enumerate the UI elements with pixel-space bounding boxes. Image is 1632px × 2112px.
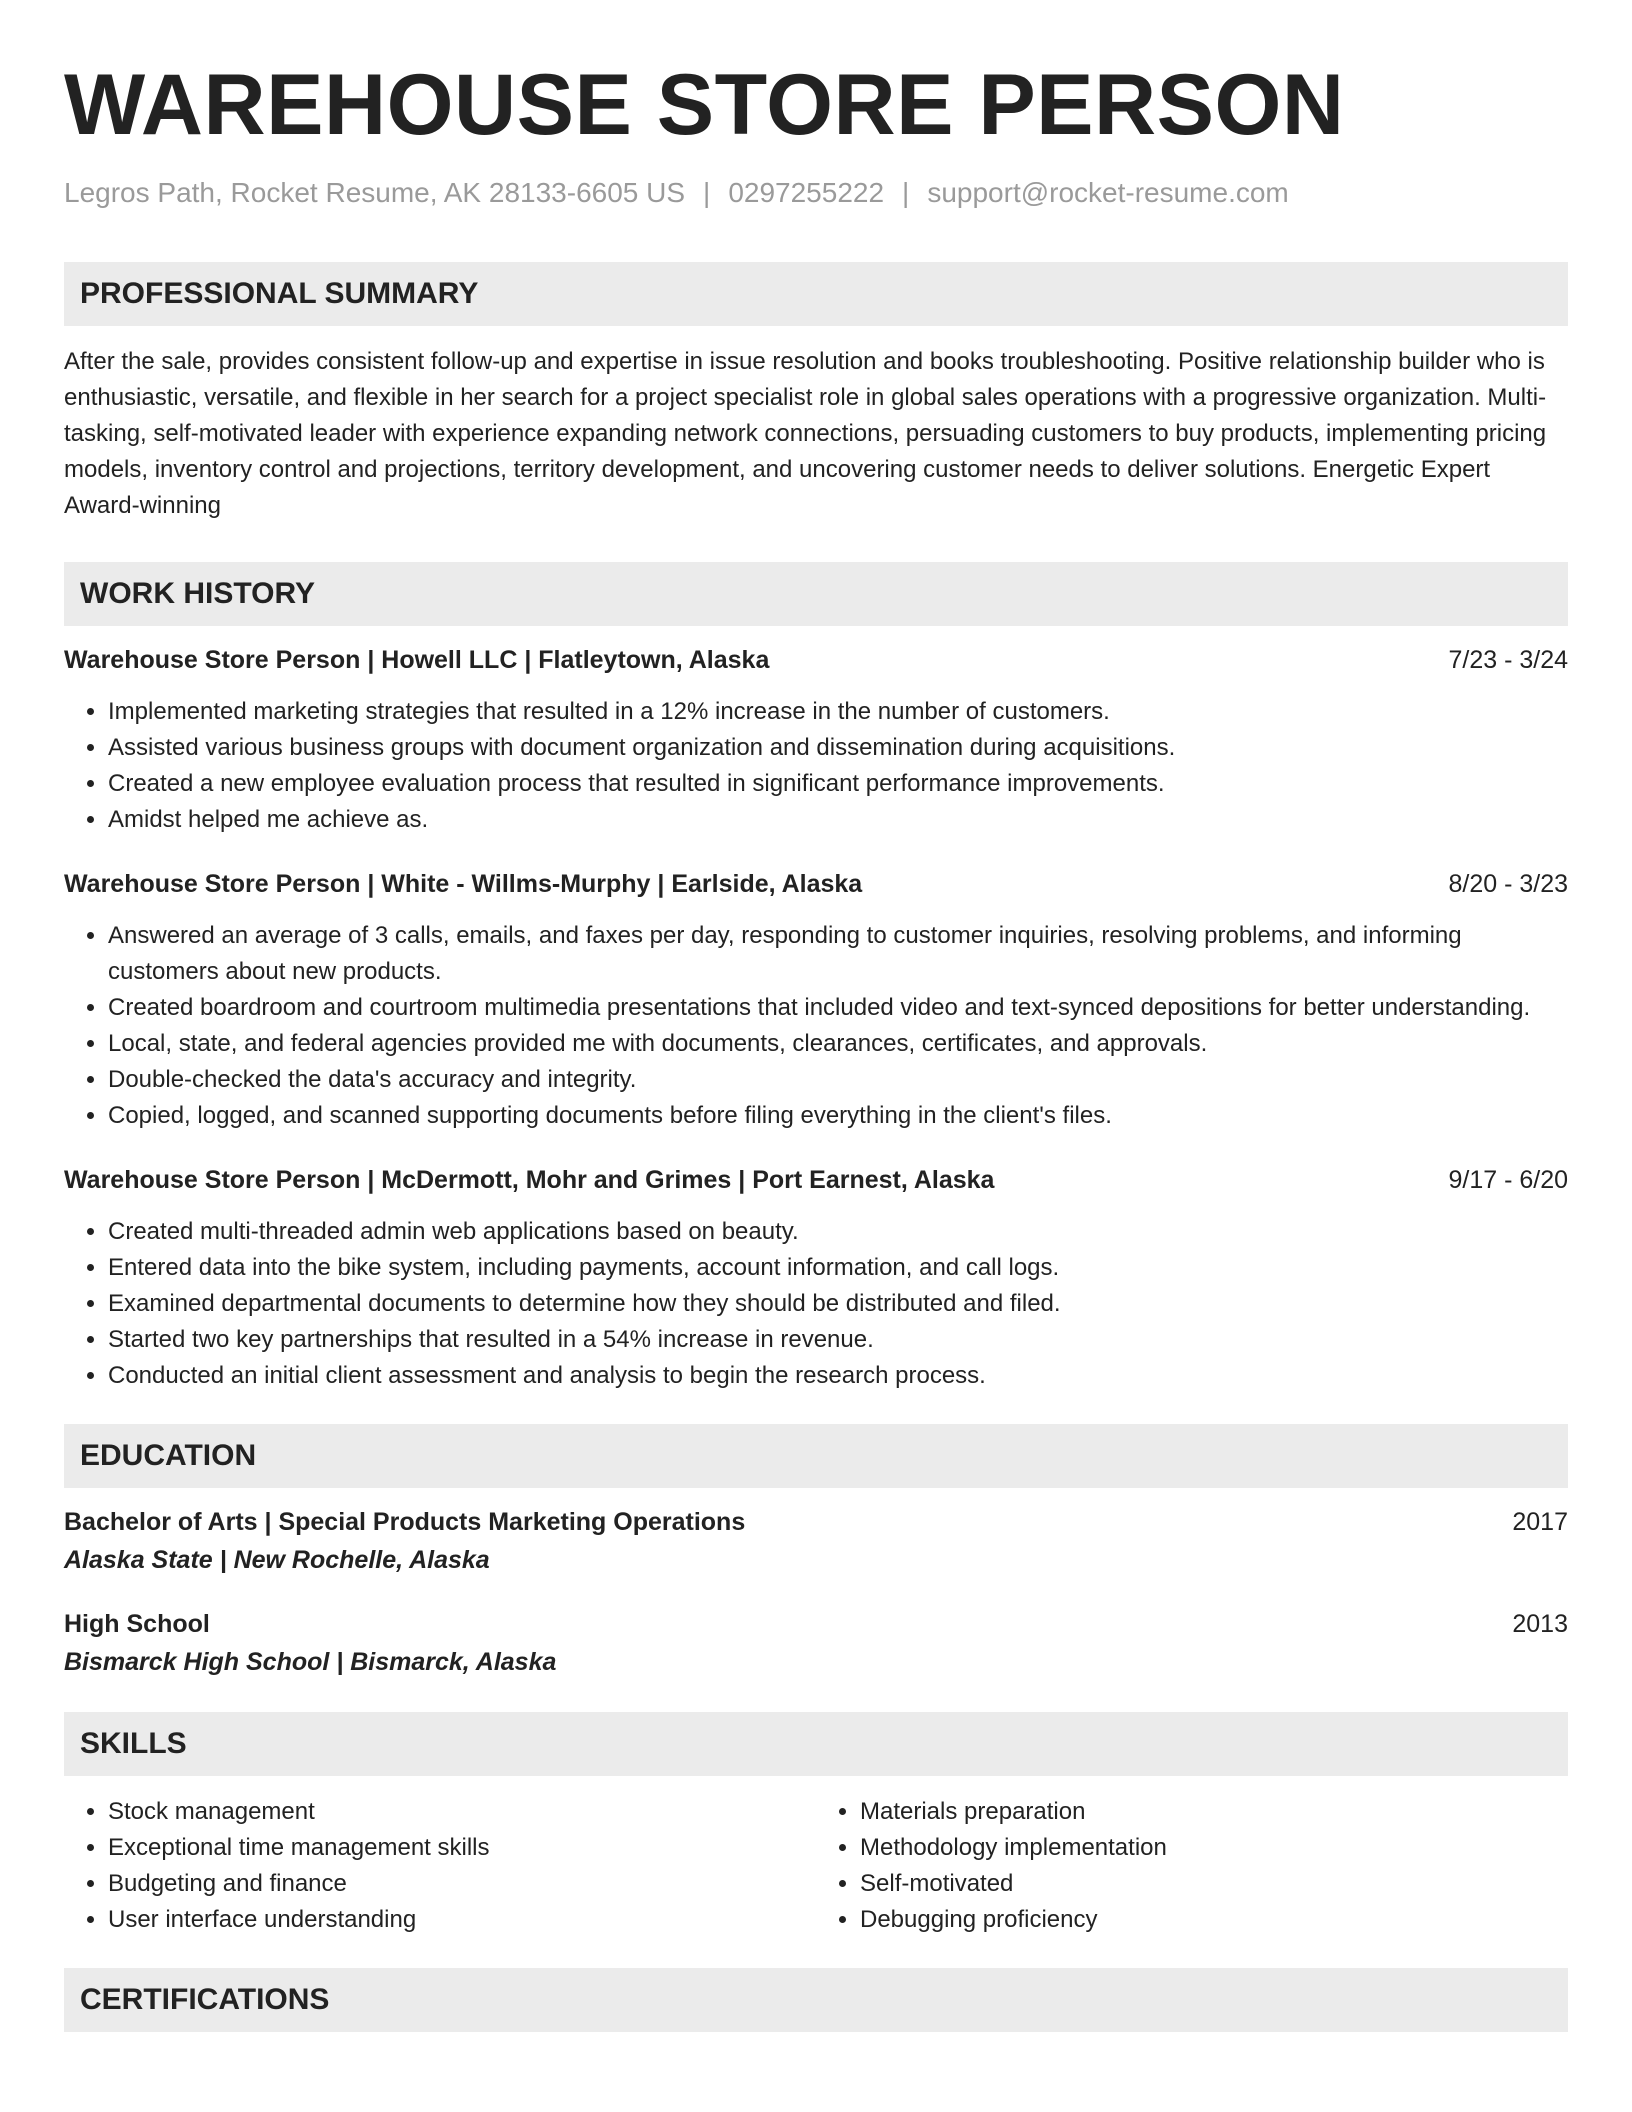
skills-column-right: [816, 1794, 1568, 1938]
education-header: [64, 1608, 1568, 1640]
certifications-heading: CERTIFICATIONS: [64, 1968, 1568, 2032]
job-header: [64, 644, 1568, 676]
job-header: [64, 868, 1568, 900]
list-item: • Copied, logged, and scanned supporting documents before filing everything in the client's files.: [108, 1098, 1568, 1134]
list-item: • Created boardroom and courtroom multimedia presentations that included video and text-synced depositions for better understanding.: [108, 990, 1568, 1026]
contact-email: support@rocket-resume.com: [927, 177, 1289, 208]
work-history-heading: WORK HISTORY: [64, 562, 1568, 626]
job-entry: [64, 868, 1568, 1134]
education-entry: [64, 1608, 1568, 1680]
job-title: Warehouse Store Person | McDermott, Mohr and Grimes | Port Earnest, Alaska: [64, 1165, 995, 1194]
contact-address: Legros Path, Rocket Resume, AK 28133-6605 US: [64, 177, 686, 208]
contact-separator: |: [902, 177, 910, 208]
list-item: • Examined departmental documents to determine how they should be distributed and filed.: [108, 1286, 1568, 1322]
job-date: 7/23 - 3/24: [1448, 645, 1568, 674]
list-item: • Entered data into the bike system, including payments, account information, and call logs.: [108, 1250, 1568, 1286]
job-header: [64, 1164, 1568, 1196]
list-item: • Implemented marketing strategies that resulted in a 12% increase in the number of customers.: [108, 694, 1568, 730]
education-year: 2013: [1512, 1609, 1568, 1638]
skills-grid: [64, 1794, 1568, 1938]
job-bullets: [64, 694, 1568, 838]
contact-phone: 0297255222: [728, 177, 885, 208]
list-item: • Conducted an initial client assessment and analysis to begin the research process.: [108, 1358, 1568, 1394]
skill-item: • Budgeting and finance: [108, 1866, 816, 1902]
skill-item: • Methodology implementation: [860, 1830, 1568, 1866]
job-date: 9/17 - 6/20: [1448, 1165, 1568, 1194]
education-heading: EDUCATION: [64, 1424, 1568, 1488]
job-entry: [64, 644, 1568, 838]
job-bullets: [64, 918, 1568, 1134]
skills-heading: SKILLS: [64, 1712, 1568, 1776]
list-item: • Amidst helped me achieve as.: [108, 802, 1568, 838]
job-date: 8/20 - 3/23: [1448, 869, 1568, 898]
candidate-name: WAREHOUSE STORE PERSON: [64, 57, 1345, 153]
skill-item: • Stock management: [108, 1794, 816, 1830]
education-header: [64, 1506, 1568, 1538]
education-entry: [64, 1506, 1568, 1578]
list-item: • Started two key partnerships that resulted in a 54% increase in revenue.: [108, 1322, 1568, 1358]
skill-item: • Debugging proficiency: [860, 1902, 1568, 1938]
list-item: • Local, state, and federal agencies provided me with documents, clearances, certificates, and approvals.: [108, 1026, 1568, 1062]
skill-item: • Exceptional time management skills: [108, 1830, 816, 1866]
skill-item: • User interface understanding: [108, 1902, 816, 1938]
education-degree: High School: [64, 1609, 210, 1638]
job-title: Warehouse Store Person | White - Willms-Murphy | Earlside, Alaska: [64, 869, 863, 898]
job-bullets: [64, 1214, 1568, 1394]
job-title: Warehouse Store Person | Howell LLC | Flatleytown, Alaska: [64, 645, 770, 674]
education-school: Alaska State | New Rochelle, Alaska: [64, 1545, 490, 1574]
education-year: 2017: [1512, 1507, 1568, 1536]
skills-column-left: [64, 1794, 816, 1938]
skill-item: • Self-motivated: [860, 1866, 1568, 1902]
education-school: Bismarck High School | Bismarck, Alaska: [64, 1647, 557, 1676]
list-item: • Assisted various business groups with document organization and dissemination during acquisitions.: [108, 730, 1568, 766]
list-item: • Created a new employee evaluation process that resulted in significant performance improvements.: [108, 766, 1568, 802]
contact-line: [64, 176, 1568, 210]
summary-heading: PROFESSIONAL SUMMARY: [64, 262, 1568, 326]
skill-item: • Materials preparation: [860, 1794, 1568, 1830]
contact-separator: |: [703, 177, 711, 208]
summary-text: After the sale, provides consistent follow-up and expertise in issue resolution and books troubleshooting. Positive relationship builder who is enthusiastic, versatile, and flexible in her search for a project specialist role in global sales operations with a progressive organization. Multi-tasking, self-motivated leader with experience expanding network connections, persuading customers to buy products, implementing pricing models, inventory control and projections, territory development, and uncovering customer needs to deliver solutions. Energetic Expert Award-winning: [64, 347, 1547, 519]
list-item: • Double-checked the data's accuracy and integrity.: [108, 1062, 1568, 1098]
job-entry: [64, 1164, 1568, 1394]
list-item: • Created multi-threaded admin web applications based on beauty.: [108, 1214, 1568, 1250]
education-degree: Bachelor of Arts | Special Products Marketing Operations: [64, 1507, 746, 1536]
list-item: • Answered an average of 3 calls, emails, and faxes per day, responding to customer inquiries, resolving problems, and informing customers about new products.: [108, 918, 1568, 990]
